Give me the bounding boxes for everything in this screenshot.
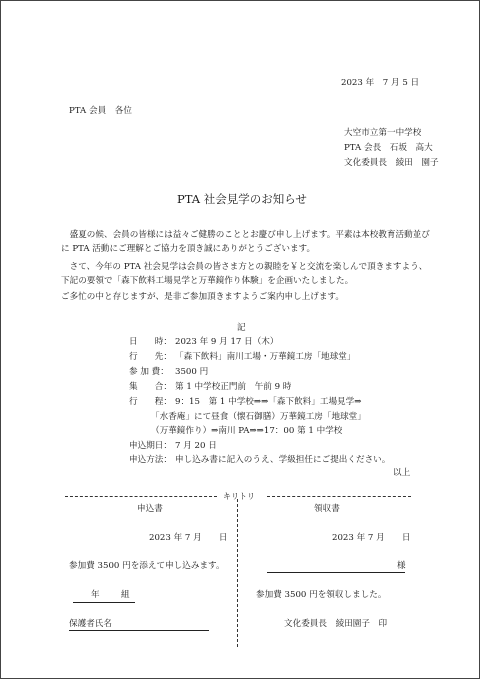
itinerary-label: 行 程： <box>129 397 172 407</box>
itinerary-line-3: （万華鏡作り）⇒南川 PA⇒⇒17：00 第 1 中学校 <box>151 426 343 436</box>
closing-ijo: 以上 <box>393 468 411 478</box>
method-label: 申込方法： <box>129 455 172 465</box>
year-class-underline <box>73 602 135 603</box>
fee-label: 参 加 費： <box>129 367 169 377</box>
application-date: 2023 年 7 月 日 <box>149 533 228 543</box>
cut-label: キリトリ <box>223 492 255 501</box>
greeting-paragraph <box>61 228 431 256</box>
school-name: 大空市立第一中学校 <box>344 128 422 138</box>
recipient-line: PTA 会員 各位 <box>69 106 132 116</box>
application-statement: 参加費 3500 円を添えて申し込みます。 <box>69 561 225 571</box>
guardian-name-underline <box>69 630 209 631</box>
greeting-text: 盛夏の候、会員の皆様には益々ご健勝のこととお慶び申し上げます。平素は本校教育活動並びに PTA 活動にご理解とご協力を頂き誠にありがとうございます。 <box>61 230 430 254</box>
receipt-signer: 文化委員長 綾田園子 印 <box>284 619 388 629</box>
purpose-text: さて、今年の PTA 社会見学は会員の皆さま方との親睦を￥と交流を楽しんで頂きますよう、下記の要領で「森下飲料工場見学と万華鏡作り体験」を企画いたしました。 <box>61 262 428 286</box>
purpose-paragraph <box>61 260 431 288</box>
receipt-name-underline <box>267 572 405 573</box>
receipt-date: 2023 年 7 月 日 <box>332 533 411 543</box>
destination-label: 行 先： <box>129 352 172 362</box>
vertical-cut-line <box>237 499 238 647</box>
pta-president: PTA 会長 石坂 高大 <box>344 143 433 153</box>
receipt-sama: 様 <box>397 561 406 571</box>
meeting-label: 集 合： <box>129 382 172 392</box>
deadline-label: 申込期日： <box>129 441 172 451</box>
student-year-label: 年 <box>91 590 100 600</box>
itinerary-line-1: 9：15 第 1 中学校⇒⇒「森下飲料」工場見学⇒ <box>175 397 362 407</box>
cut-line-left <box>65 496 217 497</box>
issue-date: 2023 年 7 月 5 日 <box>341 78 420 88</box>
culture-committee-chair: 文化委員長 綾田 園子 <box>344 158 439 168</box>
fee-value: 3500 円 <box>175 367 209 377</box>
cut-line-right <box>267 496 411 497</box>
meeting-value: 第 1 中学校正門前 午前 9 時 <box>175 382 292 392</box>
document-title: PTA 社会見学のお知らせ <box>177 192 307 206</box>
receipt-statement: 参加費 3500 円を領収しました。 <box>256 590 387 600</box>
guardian-name-label: 保護者氏名 <box>69 619 112 629</box>
date-value: 2023 年 9 月 17 日（木） <box>175 337 279 347</box>
invitation-paragraph <box>61 290 431 304</box>
date-label: 日 時： <box>129 337 172 347</box>
receipt-title: 領収書 <box>314 504 340 514</box>
student-class-label: 組 <box>121 590 130 600</box>
ki-heading: 記 <box>237 323 246 333</box>
destination-value: 「森下飲料」南川工場・万華鏡工房「地球堂」 <box>175 352 356 362</box>
itinerary-line-2: 「水香庵」にて昼食（懐石御膳）万華鏡工房「地球堂」 <box>151 412 366 422</box>
deadline-value: 7 月 20 日 <box>175 441 217 451</box>
application-title: 申込書 <box>137 504 163 514</box>
method-value: 申し込み書に記入のうえ、学級担任にご提出ください。 <box>175 455 391 465</box>
invitation-text: ご多忙の中と存じますが、是非ご参加頂きますようご案内申し上げます。 <box>61 292 344 302</box>
